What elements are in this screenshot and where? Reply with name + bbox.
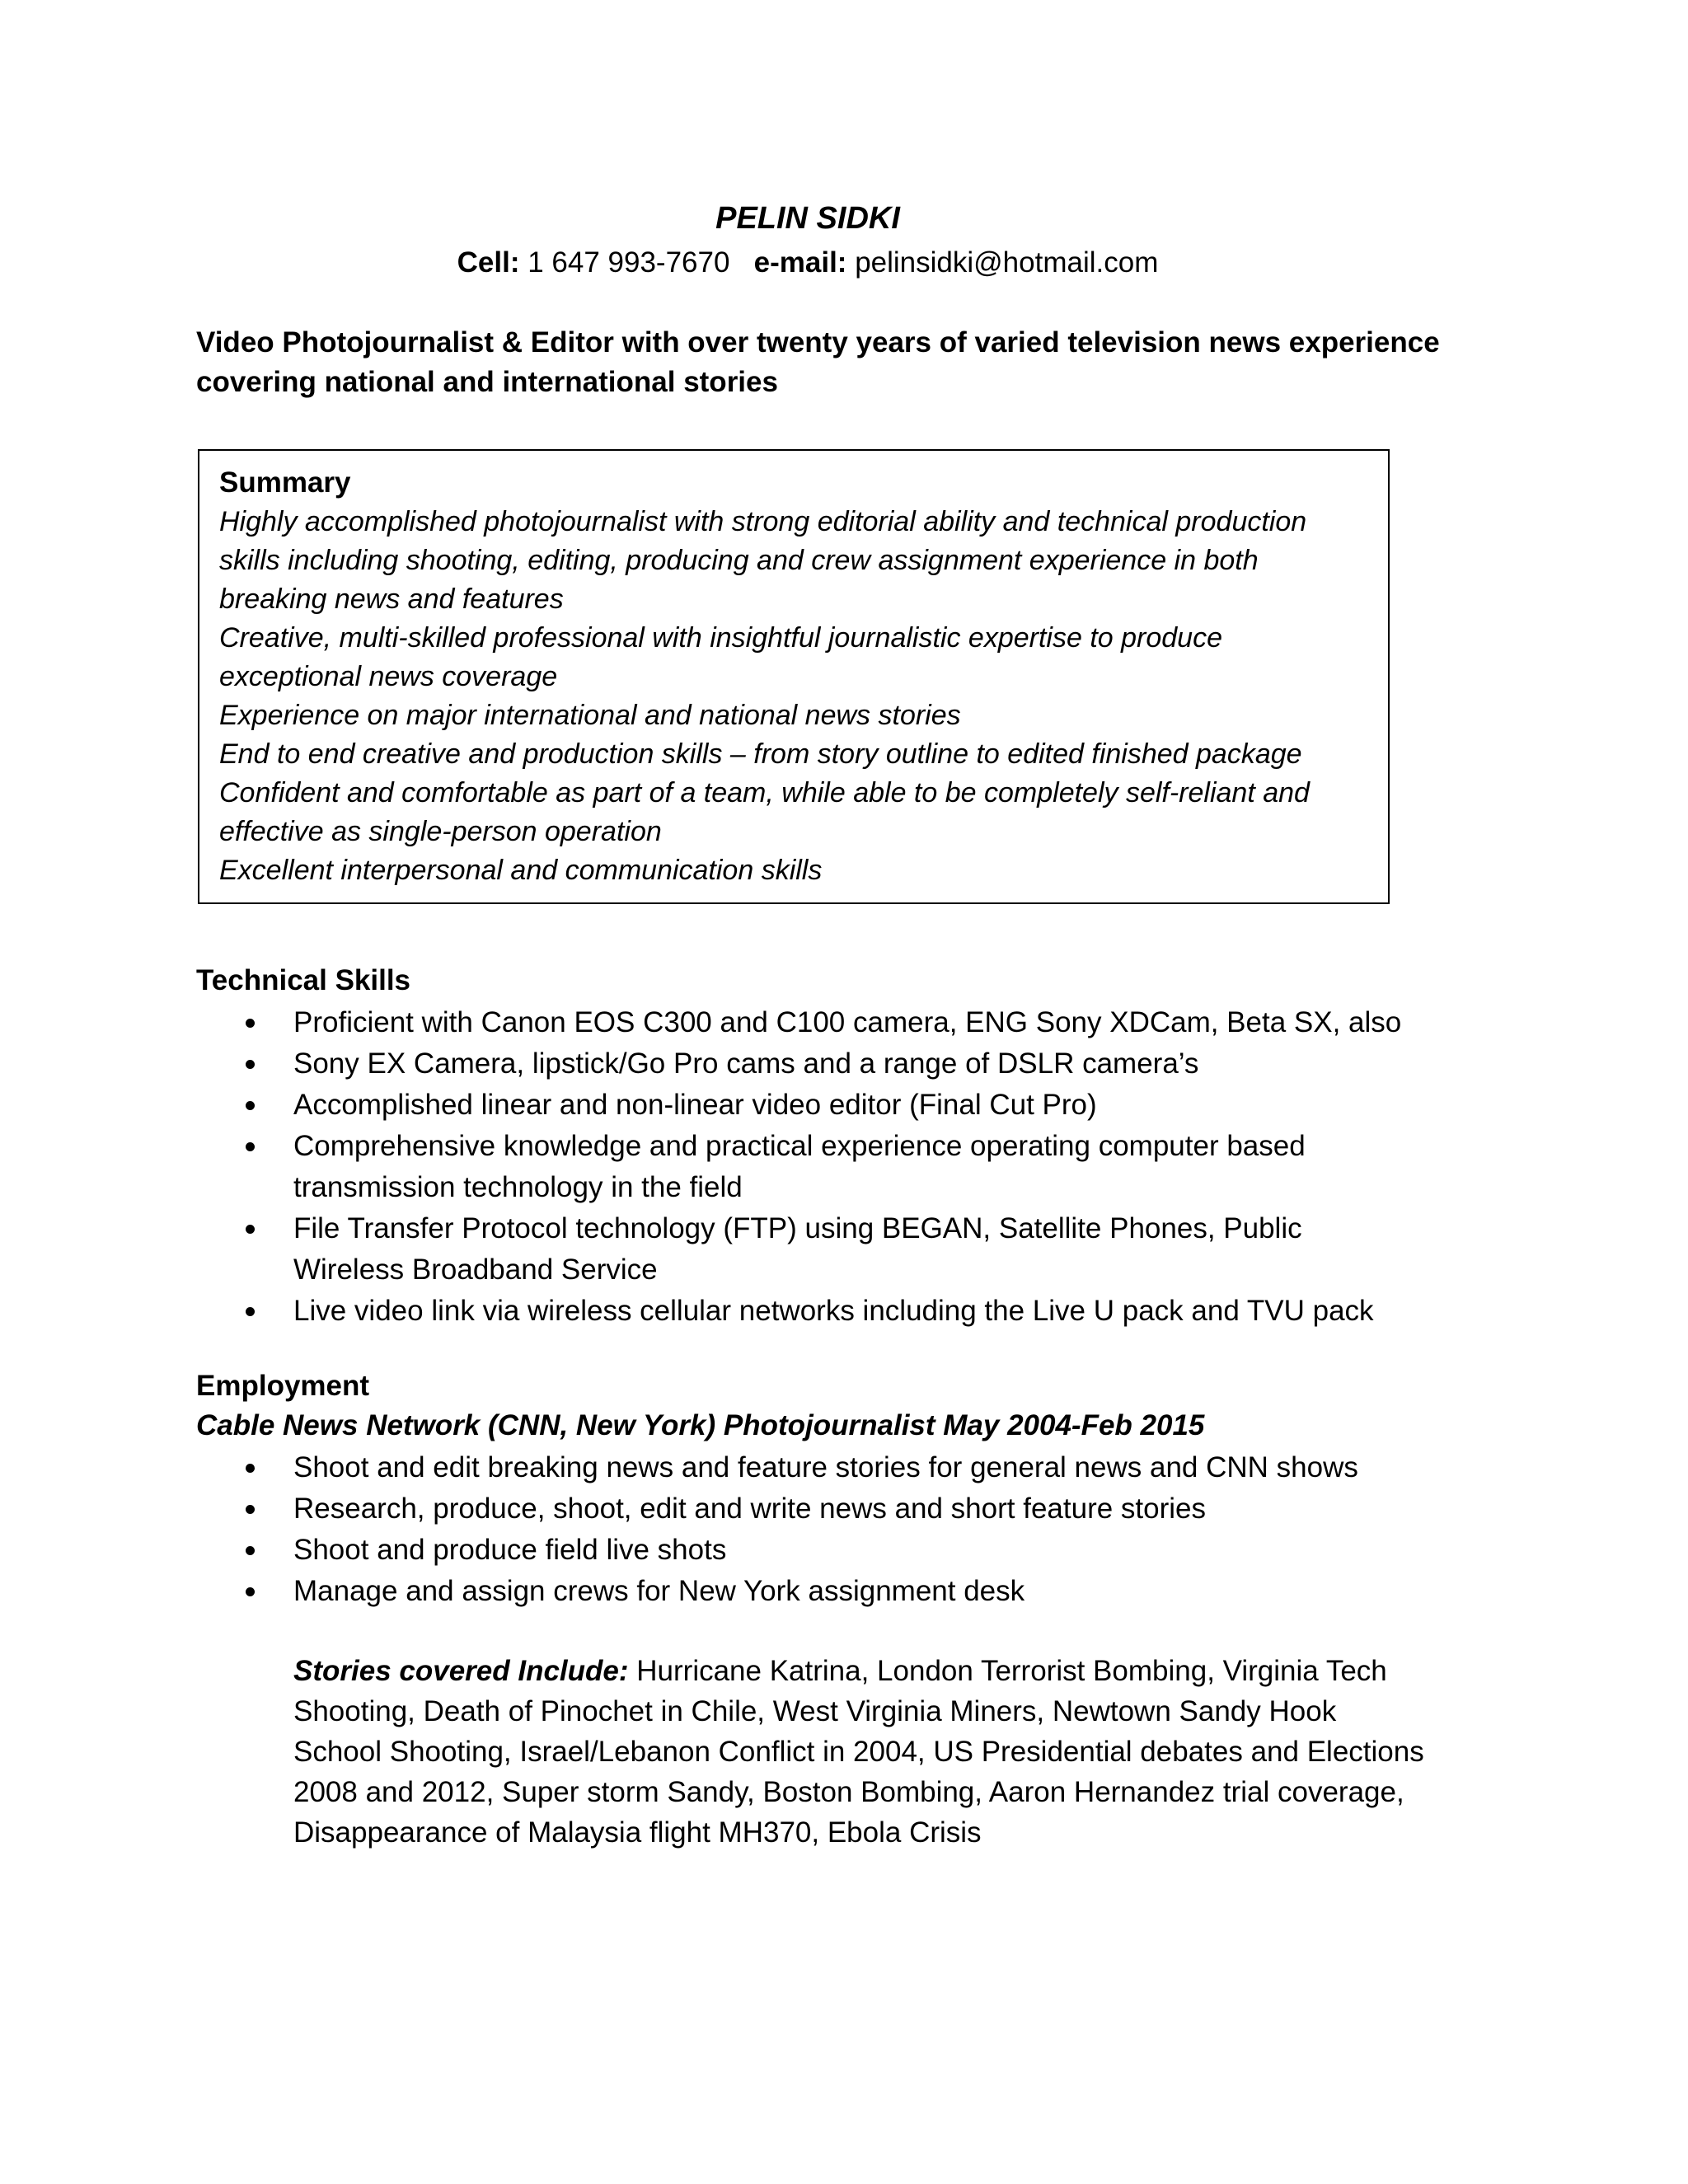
summary-line: End to end creative and production skills – from story outline to edited finished package [219,738,1302,770]
bullet-icon [246,1019,255,1028]
candidate-name: PELIN SIDKI [715,201,900,236]
job-duties-list [196,1447,1498,1612]
summary-line: exceptional news coverage [219,661,558,692]
list-item: Proficient with Canon EOS C300 and C100 camera, ENG Sony XDCam, Beta SX, also [196,1002,1498,1043]
list-item: Sony EX Camera, lipstick/Go Pro cams and a range of DSLR camera’s [196,1043,1498,1085]
summary-line: effective as single-person operation [219,816,662,847]
email-value: pelinsidki@hotmail.com [855,246,1159,279]
headline-line: covering national and international stories [196,366,778,398]
list-item: Shoot and edit breaking news and feature stories for general news and CNN shows [196,1447,1498,1488]
bullet-icon [246,1587,255,1596]
bullet-icon [246,1142,255,1151]
summary-line: skills including shooting, editing, producing and crew assignment experience in both [219,545,1259,576]
summary-line: Creative, multi-skilled professional with insightful journalistic expertise to produce [219,622,1222,654]
bullet-icon [246,1505,255,1514]
stories-label: Stories covered Include: [293,1655,629,1687]
list-item: Live video link via wireless cellular networks including the Live U pack and TVU pack [196,1291,1498,1332]
bullet-icon [246,1307,255,1316]
summary-box [198,449,1390,904]
cell-label: Cell: [457,246,520,279]
contact-line [0,243,1615,283]
headline-line: Video Photojournalist & Editor with over twenty years of varied television news experience [196,326,1440,359]
list-item: Manage and assign crews for New York assignment desk [196,1571,1498,1612]
bullet-icon [246,1546,255,1555]
list-item: File Transfer Protocol technology (FTP) using BEGAN, Satellite Phones, Public Wireless Broadband Service [196,1208,1498,1291]
summary-line: breaking news and features [219,583,564,615]
list-item: Comprehensive knowledge and practical experience operating computer based transmission technology in the field [196,1126,1498,1208]
summary-title: Summary [219,466,351,499]
stories-line: School Shooting, Israel/Lebanon Conflict in 2004, US Presidential debates and Elections [293,1736,1424,1768]
stories-line [293,1651,1464,1691]
summary-lines [219,503,1373,890]
stories-covered [293,1651,1464,1853]
summary-line: Confident and comfortable as part of a team, while able to be completely self-reliant and [219,777,1310,808]
list-item: Accomplished linear and non-linear video editor (Final Cut Pro) [196,1085,1498,1126]
bullet-icon [246,1225,255,1234]
bullet-icon [246,1060,255,1069]
bullet-icon [246,1101,255,1110]
list-item: Shoot and produce field live shots [196,1530,1498,1571]
technical-skills-title: Technical Skills [196,964,411,996]
bullet-icon [246,1464,255,1473]
summary-line: Excellent interpersonal and communication skills [219,855,823,886]
technical-skills-list [196,1002,1498,1332]
email-label: e-mail: [753,246,847,279]
stories-line: 2008 and 2012, Super storm Sandy, Boston Bombing, Aaron Hernandez trial coverage, [293,1776,1404,1808]
summary-line: Highly accomplished photojournalist with strong editorial ability and technical production [219,506,1307,537]
cell-value: 1 647 993-7670 [528,246,730,279]
stories-line: Disappearance of Malaysia flight MH370, Ebola Crisis [293,1816,982,1849]
summary-line: Experience on major international and national news stories [219,700,961,731]
list-item: Research, produce, shoot, edit and write news and short feature stories [196,1488,1498,1530]
job-title: Cable News Network (CNN, New York) Photojournalist May 2004-Feb 2015 [196,1409,1205,1441]
employment-title: Employment [196,1370,370,1402]
stories-text: Hurricane Katrina, London Terrorist Bombing, Virginia Tech [636,1655,1387,1687]
stories-line: Shooting, Death of Pinochet in Chile, West Virginia Miners, Newtown Sandy Hook [293,1695,1337,1727]
headline [196,323,1482,402]
